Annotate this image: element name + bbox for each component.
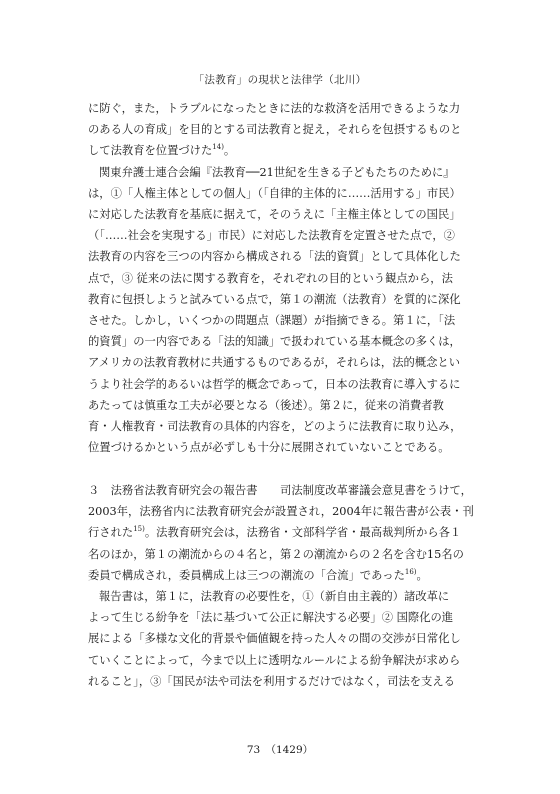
line-text: れること」，③「国民が法や司法を利用するだけではなく，司法を支える (88, 674, 455, 688)
text-line (88, 98, 478, 119)
text-line (88, 352, 478, 373)
line-text: うより社会学的あるいは哲学的概念であって，日本の法教育に導入するに (88, 377, 461, 391)
text-line (88, 437, 478, 458)
line-text: 2003年，法務省内に法教育研究会が設置され，2004年に報告書が公表・刊 (88, 505, 474, 519)
text-line (88, 119, 478, 140)
line-text: アメリカの法教育教材に共通するものであるが，それらは，法的概念とい (88, 356, 461, 370)
section-3-text (88, 480, 478, 692)
text-line (88, 607, 478, 628)
line-text: のある人の育成」を目的とする司法教育と捉え，それらを包摂するものと (88, 123, 462, 137)
text-line (88, 374, 478, 395)
text-line (88, 480, 478, 501)
footnote-marker: 14) (212, 143, 224, 152)
text-line (88, 586, 478, 607)
line-text: して法教育を位置づけた (88, 144, 213, 158)
page-number: 73 （1429） (246, 744, 314, 756)
text-line (88, 544, 478, 565)
line-text-continued: 。法教育研究会は，法務省・文部科学省・最高裁判所から各１ (144, 526, 462, 540)
body-text (88, 98, 478, 458)
line-text: 的資質」の一内容である「法的知識」で扱われている基本概念の多くは， (88, 335, 461, 349)
line-text-continued: 。 (416, 568, 428, 582)
text-line (88, 204, 478, 225)
text-line (88, 289, 478, 310)
line-text: 位置づけるかという点が必ずしも十分に展開されていないことである。 (88, 441, 450, 455)
line-text: は，①「人権主体としての個人」（「自律的主体的に……活用する」市民） (88, 186, 461, 200)
line-text: よって生じる紛争を「法に基づいて公正に解決する必要」② 国際化の進 (88, 611, 454, 625)
line-text: 委員で構成され，委員構成上は三つの潮流の「合流」であった (88, 568, 405, 582)
line-text: 報告書は，第１に，法教育の必要性を，①（新自由主義的）諸改革に (99, 590, 450, 604)
line-text: ３ 法務省法教育研究会の報告書 司法制度改革審議会意見書をうけて， (88, 484, 472, 497)
line-text: 育・人権教育・司法教育の具体的内容を，どのように法教育に取り込み， (88, 420, 462, 434)
footnote-marker: 16) (404, 567, 417, 576)
line-text: 教育に包摂しようと試みている点で，第１の潮流（法教育）を質的に深化 (88, 292, 461, 306)
line-text: させた。しかし，いくつかの問題点（課題）が指摘できる。第１に，「法 (88, 314, 456, 328)
line-text: 行された (88, 526, 134, 540)
text-line (88, 246, 478, 267)
line-text: 点で，③ 従来の法に関する教育を，それぞれの目的という観点から，法 (88, 271, 453, 285)
line-text: あたっては慎重な工夫が必要となる（後述）。第２に，従来の消費者教 (88, 398, 444, 412)
line-text: に対応した法教育を基底に据えて，そのうえに「主権主体としての国民」 (88, 208, 461, 222)
line-text: 名のほか，第１の潮流からの４名と，第２の潮流からの２名を含む15名の (88, 547, 464, 561)
text-line (88, 522, 478, 543)
text-line (88, 225, 478, 246)
text-line (88, 268, 478, 289)
footnote-marker: 15) (133, 525, 145, 534)
text-line (88, 162, 478, 183)
text-line (88, 183, 478, 204)
text-line (88, 565, 478, 586)
text-line (88, 650, 478, 671)
text-line (88, 140, 478, 161)
line-text: に防ぐ，また，トラブルになったときに法的な救済を活用できるような力 (88, 102, 461, 115)
line-text: 展による「多様な文化的背景や価値観を持った人々の間の交渉が日常化し (88, 632, 461, 646)
text-line (88, 310, 478, 331)
line-text: 法教育の内容を三つの内容から構成される「法的資質」として具体化した (88, 250, 461, 264)
text-line (88, 416, 478, 437)
text-line (88, 671, 478, 692)
line-text-continued: 。 (223, 144, 236, 158)
text-line (88, 501, 478, 522)
running-header: 「法教育」の現状と法律学（北川） (193, 74, 367, 86)
line-text: （「……社会を実現する」市民）に対応した法教育を定置させた点で，② (88, 229, 455, 243)
text-line (88, 628, 478, 649)
text-line (88, 331, 478, 352)
line-text: ていくことによって，今まで以上に透明なルールによる紛争解決が求めら (88, 653, 461, 667)
text-line (88, 395, 478, 416)
line-text: 関東弁護士連合会編『法教育──21世紀を生きる子どもたちのために』 (99, 165, 455, 179)
